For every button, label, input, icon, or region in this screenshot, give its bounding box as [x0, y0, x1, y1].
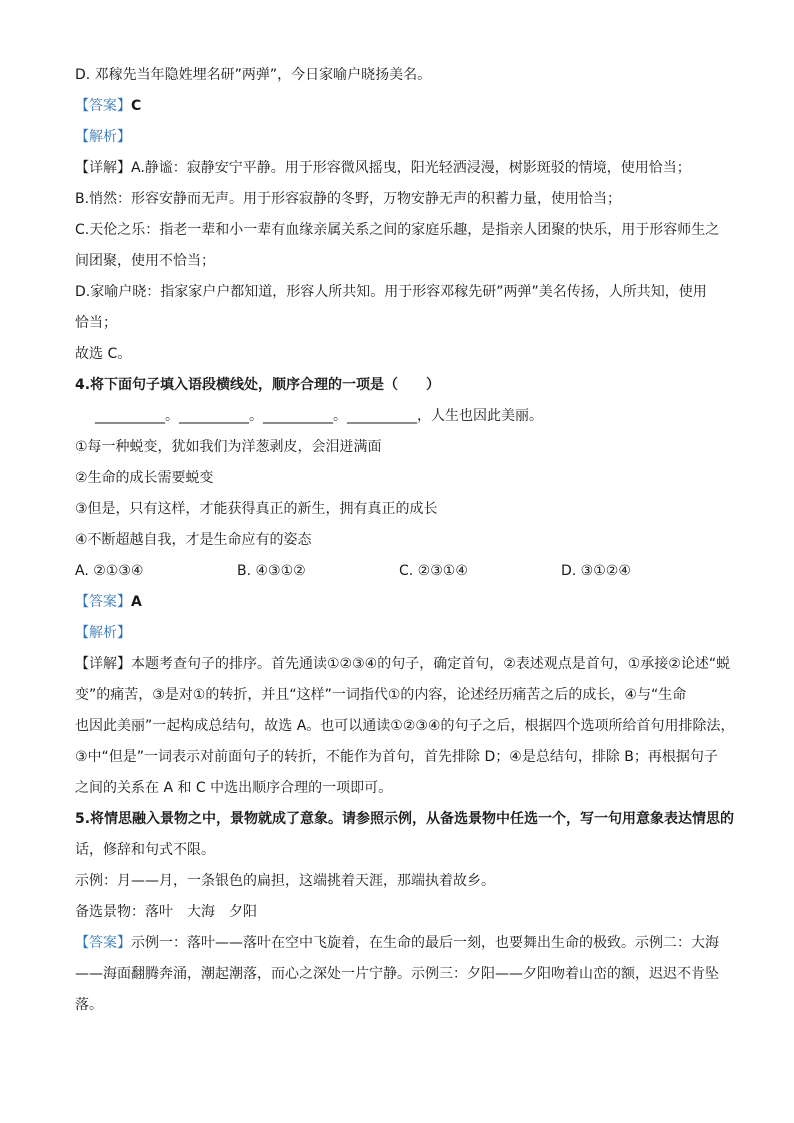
q5-answer-2: ——海面翻腾奔涌，潮起潮落，而心之深处一片宁静。示例三：夕阳——夕阳吻着山峦的额，迟迟不肯坠 [75, 966, 719, 982]
q3-detail-a [75, 153, 725, 184]
answer-value: C [131, 98, 142, 114]
q4-sentence-3: ③但是，只有这样，才能获得真正的新生，拥有真正的成长 [75, 501, 438, 517]
detail-text: 本题考查句子的排序。首先通读①②③④的句子，确定首句，②表述观点是首句，①承接②论述“蜕 [131, 656, 731, 672]
q4-detail-2: 变”的痛苦，③是对①的转折，并且“这样”一词指代①的内容，论述经历痛苦之后的成长，④与“生命 [75, 687, 687, 703]
q4-option-d: D. ③①②④ [561, 563, 631, 579]
detail-text: A.静谧：寂静安宁平静。用于形容微风摇曳，阳光轻洒浸漫，树影斑驳的情境，使用恰当； [131, 160, 691, 176]
analysis-label: 【解析】 [75, 129, 131, 145]
q4-detail-4: ③中“但是”一词表示对前面句子的转折，不能作为首句，首先排除 D；④是总结句，排除 B；再根据句子 [75, 749, 718, 765]
q3-conclusion: 故选 C。 [75, 346, 132, 362]
q4-sentence-2: ②生命的成长需要蜕变 [75, 470, 214, 486]
q3-option-d: D. 邓稼先当年隐姓埋名研”两弹”，今日家喻户晓扬美名。 [75, 67, 432, 83]
answer-text: 示例一：落叶——落叶在空中飞旋着，在生命的最后一刻，也要舞出生命的极致。示例二：大海 [131, 935, 719, 951]
answer-label: 【答案】 [75, 98, 131, 114]
q4-sentence-4: ④不断超越自我，才是生命应有的姿态 [75, 532, 312, 548]
answer-value: A [131, 594, 142, 610]
q4-option-a: A. ②①③④ [75, 563, 144, 579]
q3-detail-c-2: 间团聚，使用不恰当； [75, 253, 215, 269]
q5-candidates: 备选景物：落叶 大海 夕阳 [75, 904, 257, 920]
q4-detail-1 [75, 649, 731, 680]
q3-detail-c-1: C.天伦之乐：指老一辈和小一辈有血缘亲属关系之间的家庭乐趣，是指亲人团聚的快乐，用于形容师生之 [75, 222, 720, 238]
q4-answer-row [75, 587, 725, 618]
answer-label: 【答案】 [75, 935, 131, 951]
q3-detail-b: B.悄然：形容安静而无声。用于形容寂静的冬野，万物安静无声的积蓄力量，使用恰当； [75, 191, 622, 207]
q4-detail-5: 之间的关系在 A 和 C 中选出顺序合理的一项即可。 [75, 780, 393, 796]
q4-blanks: __________。__________。__________。__________，人生也因此美丽。 [95, 408, 543, 424]
answer-label: 【答案】 [75, 594, 131, 610]
q3-detail-d-1: D.家喻户晓：指家家户户都知道，形容人所共知。用于形容邓稼先研”两弹”美名传扬，人所共知，使用 [75, 284, 707, 300]
document-page [75, 60, 735, 1021]
analysis-label: 【解析】 [75, 625, 131, 641]
q5-stem-1: 5.将情思融入景物之中，景物就成了意象。请参照示例，从备选景物中任选一个，写一句用意象表达情思的 [75, 811, 735, 827]
q3-detail-d-2: 恰当； [75, 315, 117, 331]
q5-answer-1 [75, 928, 725, 959]
q4-stem: 4.将下面句子填入语段横线处，顺序合理的一项是（ ） [75, 377, 441, 393]
q5-example: 示例：月——月，一条银色的扁担，这端挑着天涯，那端执着故乡。 [75, 873, 495, 889]
detail-label: 【详解】 [75, 160, 131, 176]
q4-option-c: C. ②③①④ [399, 563, 468, 579]
q3-answer-row [75, 91, 725, 122]
q4-option-b: B. ④③①② [237, 563, 306, 579]
q5-stem-2: 话，修辞和句式不限。 [75, 842, 215, 858]
detail-label: 【详解】 [75, 656, 131, 672]
q5-answer-3: 落。 [75, 997, 103, 1013]
q4-sentence-1: ①每一种蜕变，犹如我们为洋葱剥皮，会泪迸满面 [75, 439, 382, 455]
q4-detail-3: 也因此美丽”一起构成总结句，故选 A。也可以通读①②③④的句子之后，根据四个选项所给首句用排除法， [75, 718, 735, 734]
q4-options [75, 556, 725, 587]
